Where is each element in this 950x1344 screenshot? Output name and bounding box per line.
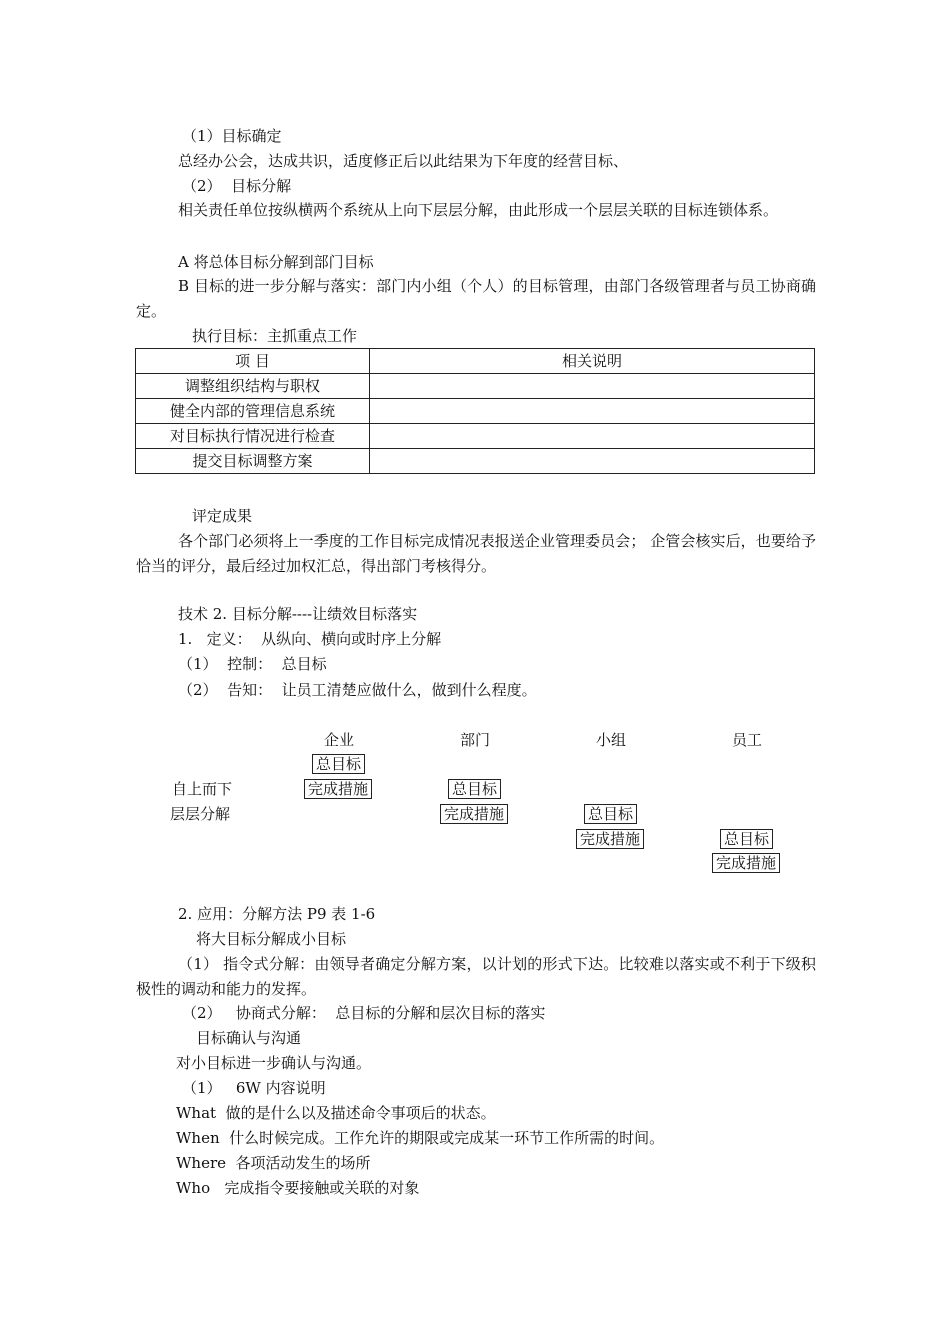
split-line: 将大目标分解成小目标 xyxy=(196,930,347,948)
six-w-line: （1） 6W 内容说明 xyxy=(182,1079,326,1097)
confirm-text: 对小目标进一步确认与沟通。 xyxy=(176,1054,372,1072)
team-measures-box: 完成措施 xyxy=(576,829,644,849)
department-goal-box: 总目标 xyxy=(448,779,501,799)
table-cell-notes xyxy=(370,424,815,449)
enterprise-goal-box: 总目标 xyxy=(312,754,365,774)
paragraph-goal-decompose: 相关责任单位按纵横两个系统从上向下层层分解，由此形成一个层层关联的目标连锁体系。 xyxy=(178,201,779,219)
what-line: What 做的是什么以及描述命令事项后的状态。 xyxy=(176,1104,496,1122)
when-line: When 什么时候完成。工作允许的期限或完成某一环节工作所需的时间。 xyxy=(176,1129,665,1147)
table-header-row xyxy=(136,349,815,374)
table-header-item: 项 目 xyxy=(136,349,370,374)
table-cell-notes xyxy=(370,449,815,474)
table-cell-item: 提交目标调整方案 xyxy=(136,449,370,474)
heading-goal-confirm: （1）目标确定 xyxy=(182,127,282,145)
paragraph-goal-confirm: 总经办公会，达成共识，适度修正后以此结果为下年度的经营目标、 xyxy=(178,152,629,170)
eval-title: 评定成果 xyxy=(192,507,253,525)
diagram-column-team: 小组 xyxy=(596,731,627,749)
where-line: Where 各项活动发生的场所 xyxy=(176,1154,371,1172)
table-cell-item: 调整组织结构与职权 xyxy=(136,374,370,399)
item-b: B 目标的进一步分解与落实：部门内小组（个人）的目标管理，由部门各级管理者与员工协商确定。 xyxy=(136,277,816,320)
eval-paragraph: 各个部门必须将上一季度的工作目标完成情况表报送企业管理委员会； 企管会核实后，也要给予恰当的评分，最后经过加权汇总，得出部门考核得分。 xyxy=(136,532,816,575)
table-cell-notes xyxy=(370,399,815,424)
diagram-label-layered: 层层分解 xyxy=(170,805,231,823)
item-a: A 将总体目标分解到部门目标 xyxy=(178,253,374,271)
team-goal-box: 总目标 xyxy=(584,804,637,824)
employee-goal-box: 总目标 xyxy=(720,829,773,849)
confirm-title: 目标确认与沟通 xyxy=(196,1029,302,1047)
heading-goal-decompose: （2） 目标分解 xyxy=(182,177,292,195)
inform-line: （2） 告知： 让员工清楚应做什么，做到什么程度。 xyxy=(178,681,537,699)
exec-table-title: 执行目标：主抓重点工作 xyxy=(192,327,358,345)
table-cell-item: 对目标执行情况进行检查 xyxy=(136,424,370,449)
table-row xyxy=(136,424,815,449)
diagram-column-employee: 员工 xyxy=(732,731,763,749)
exec-goals-table xyxy=(135,348,815,474)
tech2-title: 技术 2. 目标分解----让绩效目标落实 xyxy=(178,605,418,623)
table-cell-item: 健全内部的管理信息系统 xyxy=(136,399,370,424)
enterprise-measures-box: 完成措施 xyxy=(304,779,372,799)
diagram-column-enterprise: 企业 xyxy=(324,731,355,749)
table-row xyxy=(136,399,815,424)
table-cell-notes xyxy=(370,374,815,399)
diagram-column-department: 部门 xyxy=(460,731,491,749)
table-row xyxy=(136,449,815,474)
control-line: （1） 控制： 总目标 xyxy=(178,655,327,673)
definition-line: 1. 定义： 从纵向、横向或时序上分解 xyxy=(178,630,442,648)
directive-paragraph: （1） 指令式分解：由领导者确定分解方案，以计划的形式下达。比较难以落实或不利于下级积极性的调动和能力的发挥。 xyxy=(136,955,816,998)
diagram-label-top-down: 自上而下 xyxy=(172,780,233,798)
consult-line: （2） 协商式分解： 总目标的分解和层次目标的落实 xyxy=(182,1004,546,1022)
apply-line: 2. 应用：分解方法 P9 表 1-6 xyxy=(178,905,376,923)
employee-measures-box: 完成措施 xyxy=(712,853,780,873)
table-row xyxy=(136,374,815,399)
table-header-notes: 相关说明 xyxy=(370,349,815,374)
department-measures-box: 完成措施 xyxy=(440,804,508,824)
who-line: Who 完成指令要接触或关联的对象 xyxy=(176,1179,420,1197)
